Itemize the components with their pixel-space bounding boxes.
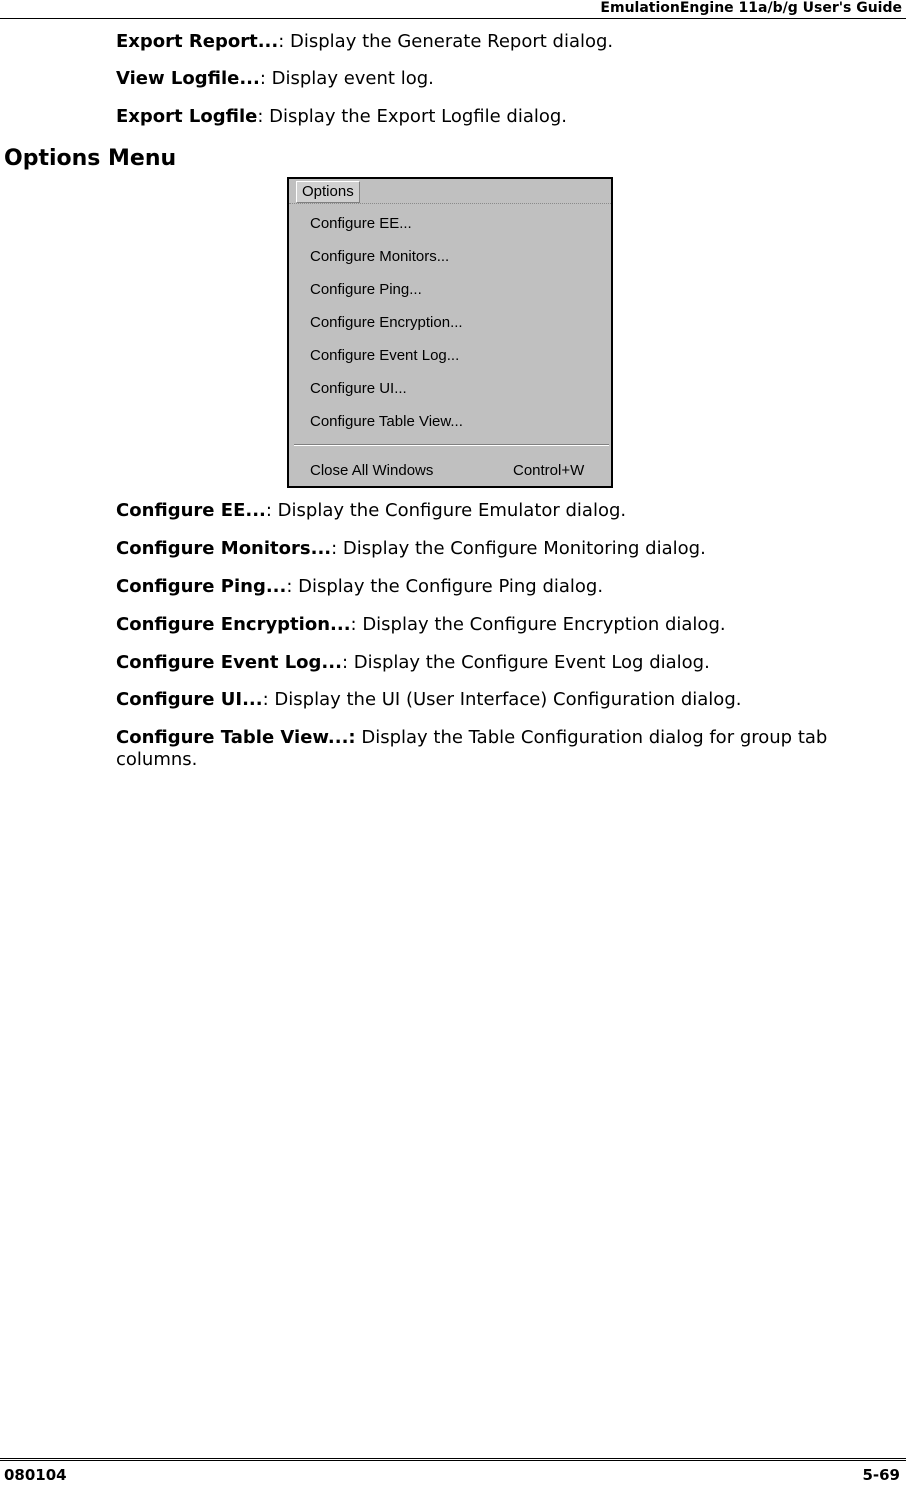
description: : Display the Export Logfile dialog. <box>257 106 568 127</box>
menu-title-options[interactable]: Options <box>296 181 360 203</box>
footer-rule-top <box>0 1458 906 1459</box>
desc-configure-ee <box>116 500 876 522</box>
desc-configure-encryption <box>116 614 876 636</box>
desc-configure-monitors <box>116 538 876 560</box>
desc-view-logfile <box>116 68 876 90</box>
page-number: 5-69 <box>862 1466 900 1484</box>
description: : Display the Configure Monitoring dialog. <box>331 538 706 559</box>
term: Export Report... <box>116 31 279 52</box>
footer-rule-bottom <box>0 1460 906 1461</box>
description: : Display the Configure Event Log dialog. <box>341 652 710 673</box>
desc-configure-ui <box>116 689 876 711</box>
term: Configure EE... <box>116 500 266 521</box>
menu-item-configure-ui[interactable]: Configure UI... <box>310 380 407 397</box>
shortcut-label: Control+W <box>513 462 585 479</box>
term: Export Logfile <box>116 106 258 127</box>
desc-configure-ping <box>116 576 876 598</box>
term: Configure Event Log... <box>116 652 342 673</box>
term: Configure UI... <box>116 689 263 710</box>
options-menu-screenshot <box>287 177 613 488</box>
description: : Display the Configure Emulator dialog. <box>265 500 627 521</box>
menu-item-configure-monitors[interactable]: Configure Monitors... <box>310 248 450 265</box>
page-header <box>0 0 906 16</box>
options-dropdown <box>294 206 609 484</box>
menu-item-configure-encryption[interactable]: Configure Encryption... <box>310 314 463 331</box>
header-title: EmulationEngine 11a/b/g User's Guide <box>600 0 902 16</box>
menu-item-configure-table-view[interactable]: Configure Table View... <box>310 413 463 430</box>
footer-doc-code: 080104 <box>4 1466 67 1484</box>
description: : Display the Generate Report dialog. <box>278 31 614 52</box>
term: View Logfile... <box>116 68 260 89</box>
menu-bar-divider <box>289 203 611 204</box>
term: Configure Encryption... <box>116 614 351 635</box>
section-title: Options Menu <box>4 146 177 171</box>
menu-item-close-all-windows[interactable]: Close All Windows <box>310 462 434 479</box>
term: Configure Table View...: <box>116 727 356 748</box>
menu-item-configure-ping[interactable]: Configure Ping... <box>310 281 422 298</box>
menu-item-configure-event-log[interactable]: Configure Event Log... <box>310 347 460 364</box>
term: Configure Monitors... <box>116 538 332 559</box>
menu-item-configure-ee[interactable]: Configure EE... <box>310 215 412 232</box>
desc-configure-event-log <box>116 652 876 674</box>
desc-export-logfile <box>116 106 876 128</box>
description: : Display the UI (User Interface) Configuration dialog. <box>262 689 742 710</box>
header-rule <box>0 18 906 19</box>
description: : Display the Configure Encryption dialog. <box>350 614 726 635</box>
description: : Display the Configure Ping dialog. <box>286 576 604 597</box>
desc-configure-table-view <box>116 727 856 771</box>
menu-bar <box>289 179 611 205</box>
description: : Display event log. <box>259 68 434 89</box>
description: Display the Table Configuration dialog for group tab columns. <box>116 727 828 770</box>
desc-export-report <box>116 31 876 53</box>
menu-separator <box>294 444 609 446</box>
term: Configure Ping... <box>116 576 287 597</box>
